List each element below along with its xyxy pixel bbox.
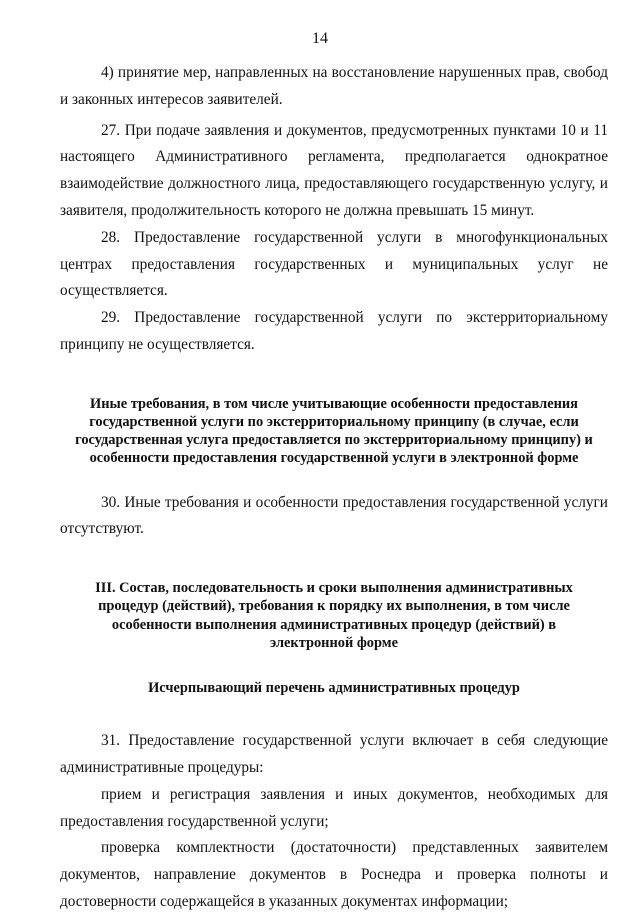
paragraph-28: 28. Предоставление государственной услуги в многофункциональных центрах предоставления государственных и муниципальных услуг не осуществляется.: [60, 228, 608, 300]
paragraph-31: 31. Предоставление государственной услуги включает в себя следующие административные процедуры:: [60, 732, 608, 776]
procedure-item-reception: прием и регистрация заявления и иных документов, необходимых для предоставления государственной услуги;: [60, 785, 608, 830]
paragraph-item-4: 4) принятие мер, направленных на восстановление нарушенных прав, свобод и законных интересов заявителей.: [60, 64, 608, 108]
document-body: [60, 60, 608, 916]
paragraph-27: 27. При подаче заявления и документов, предусмотренных пунктами 10 и 11 настоящего Административного регламента, предполагается однократное взаимодействие должностного лица, предоставляющего государственную услугу, и заявителя, продолжительность которого не должна превышать 15 минут.: [60, 121, 608, 219]
heading-procedures-list: Исчерпывающий перечень административных процедур: [148, 679, 520, 696]
heading-other-requirements: Иные требования, в том числе учитывающие особенности предоставления государственной услуги по экстерриториальному принципу (в случае, если государственная услуга предоставляется по экстерриториальному принципу) и особенности предоставления государственной услуги в электронной форме: [75, 395, 593, 467]
paragraph-29: 29. Предоставление государственной услуги по экстерриториальному принципу не осуществляется.: [60, 309, 608, 353]
procedure-item-verification: проверка комплектности (достаточности) представленных заявителем документов, направление документов в Роснедра и проверка полноты и достоверности содержащейся в указанных документах информации;: [60, 839, 608, 910]
heading-section-3: III. Состав, последовательность и сроки выполнения административных процедур (действий), требования к порядку их выполнения, в том числе особенности выполнения административных процедур (действий) в электронной форме: [95, 580, 573, 651]
paragraph-30: 30. Иные требования и особенности предоставления государственной услуги отсутствуют.: [60, 493, 608, 538]
page-number: 14: [312, 30, 328, 47]
